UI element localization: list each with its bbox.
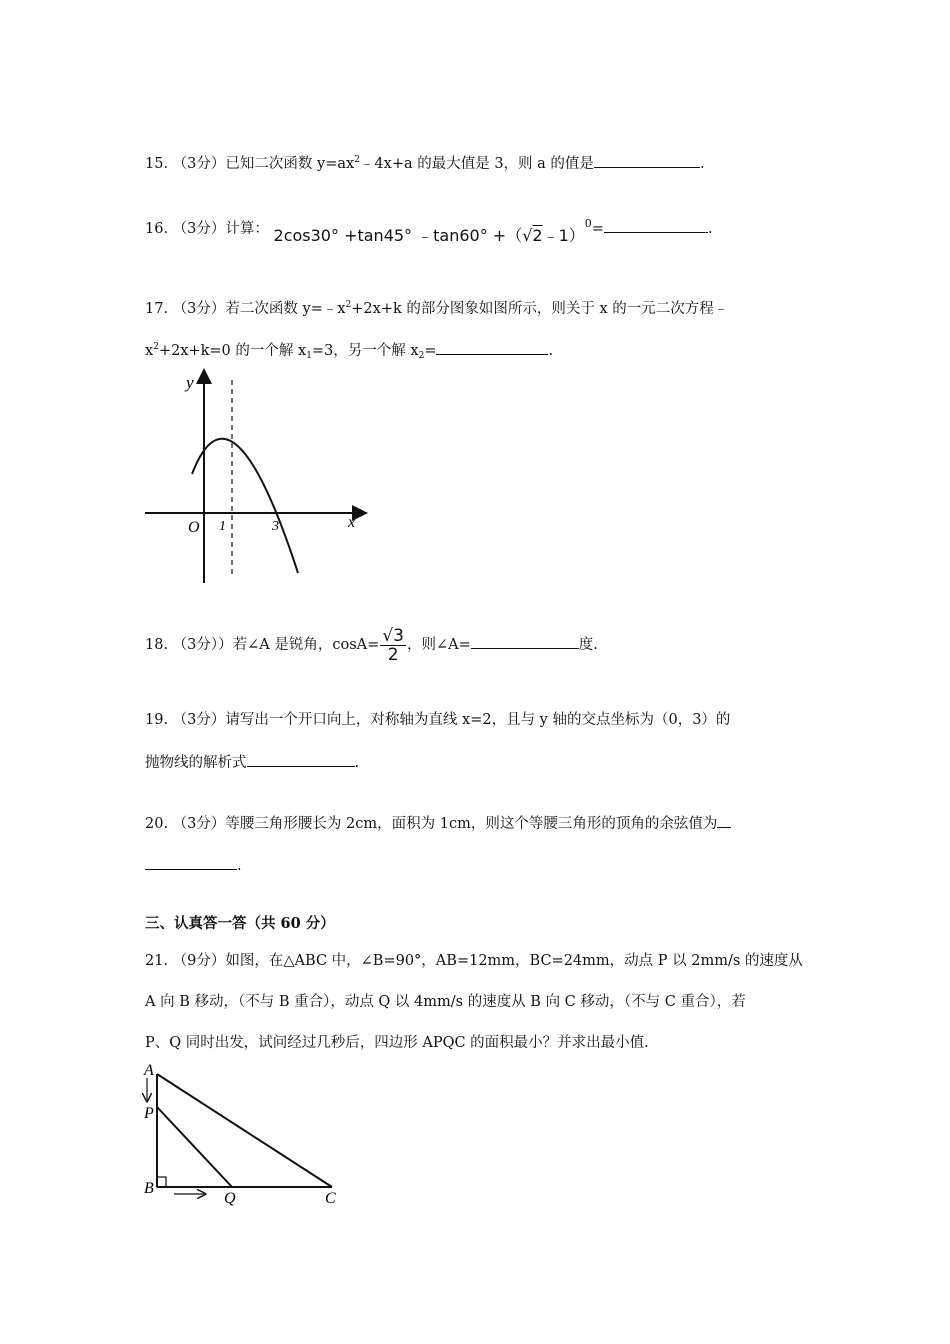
question-text: P、Q 同时出发，试问经过几秒后，四边形 APQC 的面积最小？并求出最小值. — [145, 1035, 649, 1051]
question-number: 19. — [145, 712, 169, 728]
period: . — [707, 221, 713, 237]
question-text: 请写出一个开口向上，对称轴为直线 x=2，且与 y 轴的交点坐标为（0，3）的 — [225, 712, 731, 728]
math-expression: ﹣1） — [542, 226, 585, 245]
label-p: P — [144, 1105, 154, 1122]
fraction-denominator: 2 — [387, 644, 399, 665]
question-text: ，则∠A= — [406, 637, 471, 653]
question-text: 计算： — [225, 221, 269, 237]
question-19-line2 — [145, 752, 359, 773]
fraction-sqrt3-over-2 — [380, 627, 406, 664]
period: . — [548, 343, 554, 359]
segment-pq — [157, 1107, 232, 1187]
question-16 — [145, 217, 713, 245]
label-q: Q — [224, 1190, 236, 1207]
question-number: 17. — [145, 301, 169, 317]
side-ac — [157, 1074, 332, 1187]
question-text: 已知二次函数 y=ax — [225, 156, 355, 172]
question-text: +2x+k=0 的一个解 x — [158, 343, 307, 359]
tick-label-3: 3 — [272, 519, 279, 534]
question-20-line1 — [145, 813, 731, 834]
question-text: +2x+k 的部分图象如图所示，则关于 x 的一元二次方程﹣ — [351, 301, 729, 317]
answer-blank[interactable] — [471, 634, 579, 649]
question-score: （3分）） — [172, 637, 233, 653]
equals-sign: = — [424, 343, 437, 359]
right-angle-mark — [157, 1177, 166, 1187]
question-score: （9分） — [172, 953, 226, 969]
question-number: 16. — [145, 221, 169, 237]
question-19-line1 — [145, 710, 730, 730]
subscript: 2 — [418, 351, 425, 361]
question-text: 等腰三角形腰长为 2cm，面积为 1cm，则这个等腰三角形的顶角的余弦值为 — [225, 816, 718, 832]
question-17-line2 — [145, 340, 553, 361]
question-18 — [145, 622, 598, 668]
question-score: （3分） — [172, 301, 226, 317]
question-text: 若∠A 是锐角，cosA= — [232, 637, 380, 653]
period: . — [699, 156, 705, 172]
sqrt-expression: √2 — [522, 226, 543, 245]
question-text: 若二次函数 y=﹣x — [225, 301, 346, 317]
tick-label-1: 1 — [219, 519, 226, 534]
sqrt-radicand: 2 — [532, 226, 543, 245]
question-score: （3分） — [172, 712, 226, 728]
period: . — [354, 755, 360, 771]
x-axis-label: x — [348, 514, 356, 531]
answer-blank[interactable] — [145, 855, 237, 870]
fraction-numerator: √3 — [382, 625, 404, 646]
question-text: ﹣4x+a 的最大值是 3，则 a 的值是 — [359, 156, 594, 172]
label-b: B — [144, 1180, 154, 1197]
superscript: 2 — [345, 300, 352, 310]
question-17-line1 — [145, 299, 728, 319]
question-text: 如图，在△ABC 中，∠B=90°，AB=12mm，BC=24mm，动点 P 以 2mm/s 的速度从 — [225, 953, 803, 969]
label-c: C — [325, 1190, 336, 1207]
question-score: （3分） — [172, 221, 226, 237]
question-text: A 向 B 移动，（不与 B 重合），动点 Q 以 4mm/s 的速度从 B 向 C 移动，（不与 C 重合），若 — [145, 994, 746, 1010]
question-number: 15. — [145, 156, 169, 172]
superscript: 2 — [354, 155, 360, 165]
section-heading: 三、认真答一答（共 60 分） — [145, 915, 335, 932]
answer-blank[interactable] — [436, 340, 548, 355]
question-21-line1 — [145, 951, 803, 971]
equals-sign: = — [591, 221, 604, 237]
answer-blank-start[interactable] — [717, 813, 731, 828]
superscript: 0 — [584, 217, 592, 230]
parabola-graph — [140, 368, 370, 586]
question-text: 度. — [578, 637, 598, 653]
answer-blank[interactable] — [604, 218, 708, 233]
question-text: x — [145, 343, 154, 359]
superscript: 2 — [153, 342, 159, 352]
y-axis-label: y — [186, 373, 194, 392]
label-a: A — [144, 1062, 154, 1079]
question-15 — [145, 153, 705, 174]
math-expression: 2cos30° +tan45° ﹣tan60° +（ — [273, 226, 523, 245]
answer-blank[interactable] — [594, 153, 700, 168]
triangle-figure — [138, 1060, 353, 1210]
question-number: 21. — [145, 953, 169, 969]
question-number: 20. — [145, 816, 169, 832]
answer-blank[interactable] — [247, 752, 355, 767]
origin-label: O — [188, 519, 200, 536]
question-21-line3 — [145, 1033, 649, 1053]
question-score: （3分） — [172, 816, 226, 832]
question-score: （3分） — [172, 156, 226, 172]
parabola-curve — [192, 439, 298, 573]
period: . — [237, 858, 242, 874]
question-text: 抛物线的解析式 — [145, 755, 247, 771]
subscript: 1 — [306, 351, 312, 361]
question-21-line2 — [145, 992, 746, 1012]
question-20-line2 — [145, 855, 242, 876]
question-text: =3，另一个解 x — [311, 343, 419, 359]
question-number: 18. — [145, 637, 169, 653]
